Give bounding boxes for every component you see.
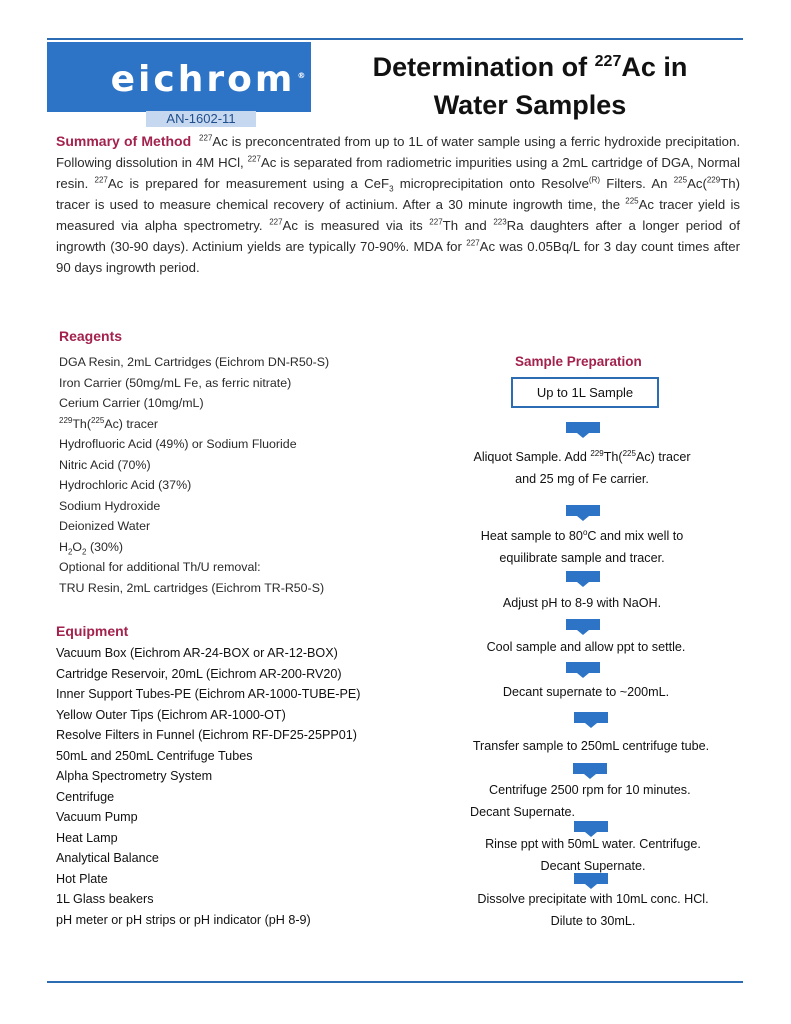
list-item: pH meter or pH strips or pH indicator (pH 8-9) bbox=[56, 912, 311, 927]
list-item: 1L Glass beakers bbox=[56, 892, 154, 906]
list-item: DGA Resin, 2mL Cartridges (Eichrom DN-R50-S) bbox=[59, 355, 330, 369]
list-item: Optional for additional Th/U removal: bbox=[59, 560, 261, 574]
list-item: Centrifuge bbox=[56, 789, 115, 804]
list-item: Resolve Filters in Funnel (Eichrom RF-DF25-25PP01) bbox=[56, 728, 357, 742]
step-transfer: Transfer sample to 250mL centrifuge tube. bbox=[472, 739, 710, 753]
list-item: TRU Resin, 2mL cartridges (Eichrom TR-R50-S) bbox=[59, 580, 325, 595]
step-rinse: Rinse ppt with 50mL water. Centrifuge. Decant Supernate. bbox=[485, 837, 701, 873]
list-item: Vacuum Box (Eichrom AR-24-BOX or AR-12-BOX) bbox=[56, 646, 338, 660]
down-arrow-icon bbox=[574, 871, 608, 888]
step-dissolve: Dissolve precipitate with 10mL conc. HCl. Dilute to 30mL. bbox=[477, 892, 709, 928]
summary-of-method: Summary of Method $^{227}$Ac is preconcentrated from up to 1L of water sample using a ferric hydroxide precipitation. Following dissolution in 4M HCl, $^{227}$Ac is separated from radiometric impurities using a 2mL cartridge of DGA, Normal resin. $^{227}$Ac is prepared for measurement using a CeF$_3$ microprecipitation onto Resolve$^{(R)}$ Filters. An $^{225}$Ac($^{229}$Th) tracer is used to measure chemical recovery of actinium. After a 30 minute ingrowth time, the $^{225}$Ac tracer yield is measured via alpha spectrometry. $^{227}$Ac is measured via its $^{227}$Th and $^{223}$Ra daughters after a longer period of ingrowth (30-90 days). Actinium yields are typically 70-90%. MDA for $^{227}$Ac was 0.05Bq/L for 3 day count times after 90 days ingrowth period. bbox=[56, 133, 740, 275]
list-item: Hydrofluoric Acid (49%) or Sodium Fluoride bbox=[59, 437, 297, 451]
list-item: $^{229}$Th($^{225}$Ac) tracer bbox=[59, 415, 159, 431]
step-decant: Decant supernate to ~200mL. bbox=[502, 685, 670, 699]
list-item: Heat Lamp bbox=[56, 830, 118, 845]
equipment-heading: Equipment bbox=[56, 623, 129, 639]
list-item: Hot Plate bbox=[56, 871, 108, 886]
list-item: Nitric Acid (70%) bbox=[59, 457, 151, 472]
list-item: Inner Support Tubes-PE (Eichrom AR-1000-TUBE-PE) bbox=[56, 687, 361, 701]
list-item: Vacuum Pump bbox=[56, 810, 138, 824]
list-item: 50mL and 250mL Centrifuge Tubes bbox=[56, 748, 253, 763]
footer-rule bbox=[47, 981, 743, 983]
reagents-heading: Reagents bbox=[59, 328, 123, 344]
summary-heading: Summary of Method bbox=[56, 133, 192, 149]
step-cool: Cool sample and allow ppt to settle. bbox=[486, 640, 686, 654]
reagents-list bbox=[59, 352, 329, 598]
down-arrow-icon bbox=[566, 420, 600, 437]
list-item: Cartridge Reservoir, 20mL (Eichrom AR-200-RV20) bbox=[56, 666, 342, 681]
list-item: Yellow Outer Tips (Eichrom AR-1000-OT) bbox=[56, 707, 286, 722]
start-box: Up to 1L Sample bbox=[511, 377, 659, 408]
down-arrow-icon bbox=[573, 761, 607, 778]
down-arrow-icon bbox=[566, 503, 600, 520]
list-item: Analytical Balance bbox=[56, 851, 159, 865]
sample-preparation-heading: Sample Preparation bbox=[515, 354, 642, 369]
list-item: $H_2O_2$ (30%) bbox=[59, 539, 123, 556]
down-arrow-icon bbox=[566, 617, 600, 634]
down-arrow-icon bbox=[574, 710, 608, 727]
header-rule bbox=[47, 38, 743, 40]
step-aliquot: Aliquot Sample. Add $^{229}$Th($^{225}$Ac) tracer and 25 mg of Fe carrier. bbox=[473, 448, 691, 486]
list-item: Hydrochloric Acid (37%) bbox=[59, 478, 192, 492]
list-item: Iron Carrier (50mg/mL Fe, as ferric nitrate) bbox=[59, 375, 292, 390]
down-arrow-icon bbox=[566, 569, 600, 586]
eichrom-logo bbox=[47, 42, 311, 112]
step-adjust-ph: Adjust pH to 8-9 with NaOH. bbox=[502, 596, 662, 610]
list-item: Cerium Carrier (10mg/mL) bbox=[59, 396, 204, 410]
step-heat: Heat sample to 80$^o$C and mix well to equilibrate sample and tracer. bbox=[480, 527, 684, 565]
logo-text: eichrom ® bbox=[110, 58, 306, 100]
equipment-list bbox=[56, 643, 360, 930]
document-title: Determination of $^{227}$Ac in Water Samples bbox=[372, 52, 688, 120]
step-centrifuge: Centrifuge 2500 rpm for 10 minutes. Decant Supernate. bbox=[470, 783, 691, 819]
list-item: Sodium Hydroxide bbox=[59, 498, 161, 513]
down-arrow-icon bbox=[566, 660, 600, 677]
list-item: Deionized Water bbox=[59, 519, 151, 533]
list-item: Alpha Spectrometry System bbox=[56, 769, 213, 783]
application-note-number: AN-1602-11 bbox=[146, 111, 256, 127]
